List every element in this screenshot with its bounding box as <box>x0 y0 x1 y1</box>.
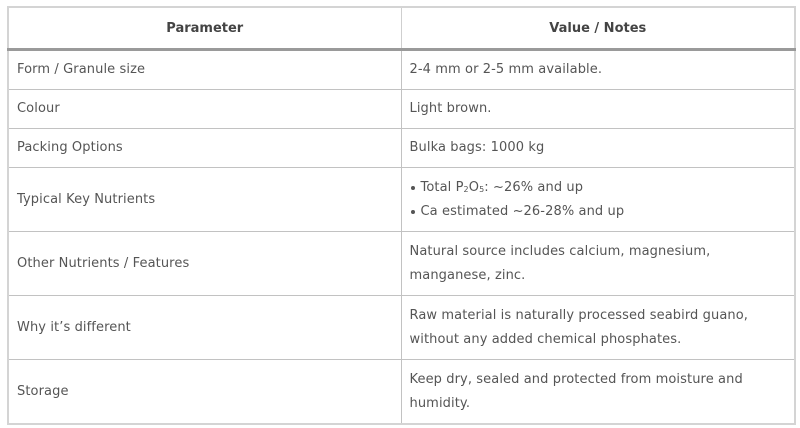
table-row <box>8 129 795 168</box>
table-row <box>8 90 795 129</box>
parameter-cell: Storage <box>8 360 401 425</box>
table-row <box>8 360 795 425</box>
value-cell: Raw material is naturally processed seabird guano, without any added chemical phosphates. <box>401 296 795 360</box>
value-cell: 2-4 mm or 2-5 mm available. <box>401 50 795 90</box>
parameter-cell: Why it’s different <box>8 296 401 360</box>
parameter-cell: Form / Granule size <box>8 50 401 90</box>
table-row <box>8 50 795 90</box>
table-row <box>8 232 795 296</box>
list-item: Total $P_2O_5$: ~26% and up <box>410 176 787 200</box>
table-header-row <box>8 7 795 50</box>
column-header-parameter: Parameter <box>8 7 401 50</box>
value-cell: Keep dry, sealed and protected from moisture and humidity. <box>401 360 795 425</box>
table-row <box>8 296 795 360</box>
parameter-cell: Typical Key Nutrients <box>8 168 401 232</box>
table-row <box>8 168 795 232</box>
parameter-cell: Colour <box>8 90 401 129</box>
value-cell: Natural source includes calcium, magnesium, manganese, zinc. <box>401 232 795 296</box>
value-cell: Light brown. <box>401 90 795 129</box>
parameter-cell: Packing Options <box>8 129 401 168</box>
value-cell <box>401 168 795 232</box>
parameter-cell: Other Nutrients / Features <box>8 232 401 296</box>
value-cell: Bulka bags: 1000 kg <box>401 129 795 168</box>
nutrient-list <box>410 176 787 224</box>
column-header-value: Value / Notes <box>401 7 795 50</box>
list-item: Ca estimated ~26-28% and up <box>410 200 787 224</box>
specification-table <box>7 6 796 425</box>
